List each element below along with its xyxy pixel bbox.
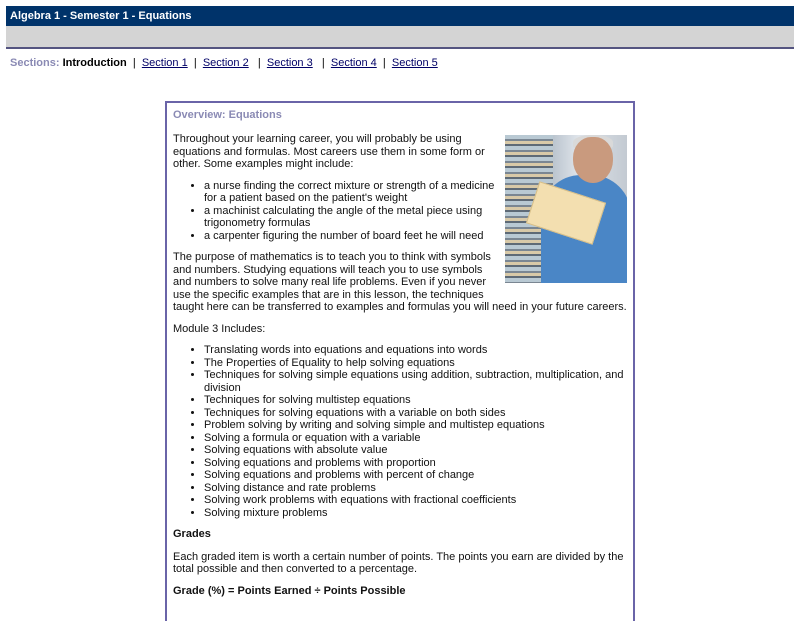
- section-3-link[interactable]: Section 3: [266, 57, 313, 69]
- grade-formula: Grade (%) = Points Earned ÷ Points Possible: [173, 584, 406, 597]
- module-label: Module 3 Includes:: [173, 322, 266, 335]
- head-image-part: [573, 137, 613, 183]
- list-item: • Solving work problems with equations with fractional coefficients: [204, 494, 627, 507]
- list-item: • a carpenter figuring the number of board feet he will need: [204, 230, 627, 243]
- purpose-paragraph: The purpose of mathematics is to teach you to think with symbols and numbers. Studying equations will teach you to use symbols and numbers to solve many real life problems. Even if you never use the specific examples that are in this lesson, the techniques taught here can be transferred to examples and formulas you will need in your future careers.: [173, 251, 627, 313]
- overview-title: Overview: Equations: [173, 109, 282, 121]
- overview-panel: [165, 101, 635, 621]
- section-4-link[interactable]: Section 4: [330, 57, 377, 69]
- toolbar-band: [6, 26, 794, 49]
- page-title: Algebra 1 - Semester 1 - Equations: [10, 10, 192, 22]
- list-item: • Translating words into equations and equations into words: [204, 344, 627, 357]
- current-section: Introduction: [62, 57, 127, 69]
- intro-paragraph: Throughout your learning career, you will probably be using equations and formulas. Most careers use them in some form or other. Some examples might include:: [173, 133, 485, 170]
- list-item: • Solving equations with absolute value: [204, 444, 627, 457]
- list-item: • Solving mixture problems: [204, 507, 627, 520]
- sections-nav: [10, 57, 438, 69]
- page-title-bar: [6, 6, 794, 26]
- nav-separator: |: [193, 57, 197, 69]
- grades-heading: Grades: [173, 528, 211, 540]
- list-item: • Solving distance and rate problems: [204, 482, 627, 495]
- module-list: [204, 344, 627, 519]
- nav-separator: |: [257, 57, 261, 69]
- list-item: • a nurse finding the correct mixture or strength of a medicine for a patient based on the patient's weight: [204, 180, 627, 205]
- sections-label: Sections:: [10, 57, 60, 69]
- list-item: • a machinist calculating the angle of the metal piece using trigonometry formulas: [204, 205, 627, 230]
- list-item: • Techniques for solving equations with a variable on both sides: [204, 407, 627, 420]
- list-item: • The Properties of Equality to help solving equations: [204, 357, 627, 370]
- nurse-photo: [505, 135, 627, 283]
- list-item: • Techniques for solving simple equations using addition, subtraction, multiplication, and division: [204, 369, 627, 394]
- section-1-link[interactable]: Section 1: [141, 57, 188, 69]
- nav-separator: |: [321, 57, 325, 69]
- nav-separator: |: [382, 57, 386, 69]
- list-item: • Solving equations and problems with percent of change: [204, 469, 627, 482]
- section-2-link[interactable]: Section 2: [202, 57, 249, 69]
- section-5-link[interactable]: Section 5: [391, 57, 438, 69]
- grades-paragraph: Each graded item is worth a certain number of points. The points you earn are divided by the total possible and then converted to a percentage.: [173, 550, 624, 575]
- nav-separator: |: [132, 57, 136, 69]
- list-item: • Solving a formula or equation with a variable: [204, 432, 627, 445]
- list-item: • Problem solving by writing and solving simple and multistep equations: [204, 419, 627, 432]
- list-item: • Techniques for solving multistep equations: [204, 394, 627, 407]
- list-item: • Solving equations and problems with proportion: [204, 457, 627, 470]
